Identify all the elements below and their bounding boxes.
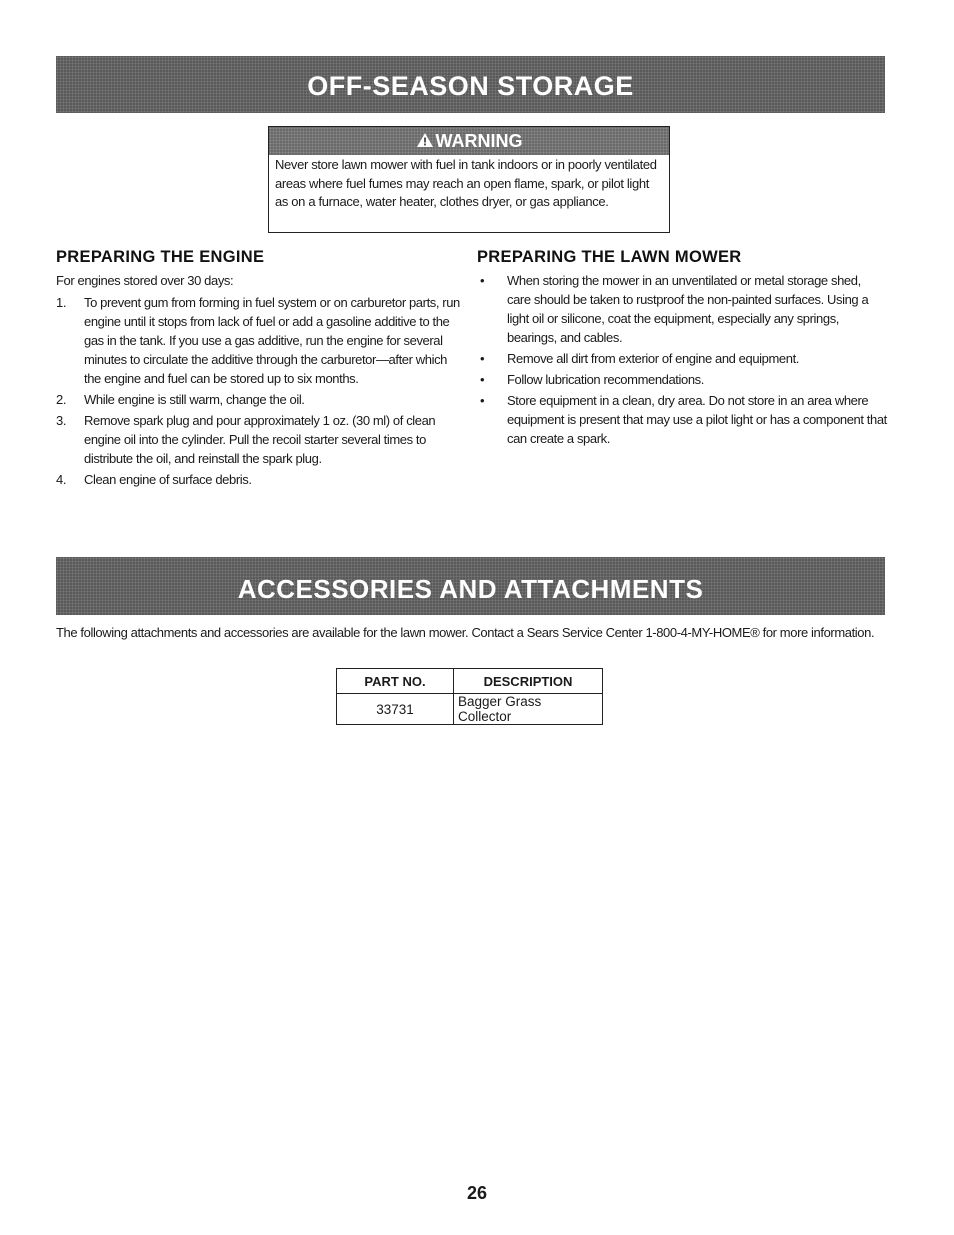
step-number: 2. bbox=[56, 392, 67, 407]
engine-intro: For engines stored over 30 days: bbox=[56, 273, 234, 288]
list-item bbox=[56, 411, 466, 468]
part-no-cell: 33731 bbox=[337, 694, 454, 725]
step-text: To prevent gum from forming in fuel system or on carburetor parts, run engine until it stops from lack of fuel or add a gasoline additive to the gas in the tank. If you use a gas additive, run the engine for several minutes to circulate the additive through the carburetor—after which the engine and fuel can be stored up to six months. bbox=[84, 295, 460, 386]
description-header: DESCRIPTION bbox=[454, 669, 603, 694]
warning-box bbox=[268, 126, 670, 233]
list-item bbox=[477, 271, 887, 347]
list-item bbox=[477, 349, 887, 368]
item-text: When storing the mower in an unventilated or metal storage shed, care should be taken to rustproof the non-painted surfaces. Using a light oil or silicone, coat the equipment, especially any springs, bearings, and cables. bbox=[507, 273, 869, 345]
preparing-engine-heading: PREPARING THE ENGINE bbox=[56, 248, 265, 266]
step-text: Clean engine of surface debris. bbox=[84, 472, 252, 487]
engine-section bbox=[56, 271, 466, 491]
step-number: 1. bbox=[56, 295, 67, 310]
accessories-banner: ACCESSORIES AND ATTACHMENTS bbox=[56, 557, 885, 615]
warning-text: Never store lawn mower with fuel in tank indoors or in poorly ventilated areas where fuel fumes may reach an open flame, spark, or pilot light as on a furnace, water heater, clothes dryer, or gas appliance. bbox=[275, 157, 657, 209]
mower-list bbox=[477, 271, 887, 448]
table-row bbox=[337, 694, 603, 725]
warning-header bbox=[269, 127, 669, 155]
page-number: 26 bbox=[466, 1183, 488, 1203]
list-item bbox=[477, 391, 887, 448]
item-text: Follow lubrication recommendations. bbox=[507, 372, 704, 387]
list-item bbox=[56, 390, 466, 409]
list-item bbox=[56, 470, 466, 489]
engine-steps-list bbox=[56, 293, 466, 489]
warning-triangle-icon bbox=[416, 128, 434, 156]
step-number: 4. bbox=[56, 472, 67, 487]
bullet-icon: • bbox=[480, 372, 485, 387]
off-season-storage-banner: OFF-SEASON STORAGE bbox=[56, 56, 885, 113]
item-text: Remove all dirt from exterior of engine and equipment. bbox=[507, 351, 800, 366]
preparing-mower-heading: PREPARING THE LAWN MOWER bbox=[477, 248, 742, 266]
mower-section bbox=[477, 271, 887, 450]
description-cell: Bagger Grass Collector bbox=[454, 694, 603, 725]
parts-table bbox=[336, 668, 603, 725]
list-item bbox=[56, 293, 466, 388]
bullet-icon: • bbox=[480, 351, 485, 366]
step-number: 3. bbox=[56, 413, 67, 428]
step-text: Remove spark plug and pour approximately 1 oz. (30 ml) of clean engine oil into the cylinder. Pull the recoil starter several times to distribute the oil, and reinstall the spark plug. bbox=[84, 413, 436, 466]
table-header-row bbox=[337, 669, 603, 694]
list-item bbox=[477, 370, 887, 389]
part-no-header: PART NO. bbox=[337, 669, 454, 694]
step-text: While engine is still warm, change the oil. bbox=[84, 392, 305, 407]
bullet-icon: • bbox=[480, 393, 485, 408]
bullet-icon: • bbox=[480, 273, 485, 288]
warning-label: WARNING bbox=[435, 131, 523, 151]
accessories-text: The following attachments and accessories are available for the lawn mower. Contact a Sears Service Center 1-800-4-MY-HOME® for more information. bbox=[56, 625, 875, 640]
item-text: Store equipment in a clean, dry area. Do not store in an area where equipment is present that may use a pilot light or has a component that can create a spark. bbox=[507, 393, 887, 446]
